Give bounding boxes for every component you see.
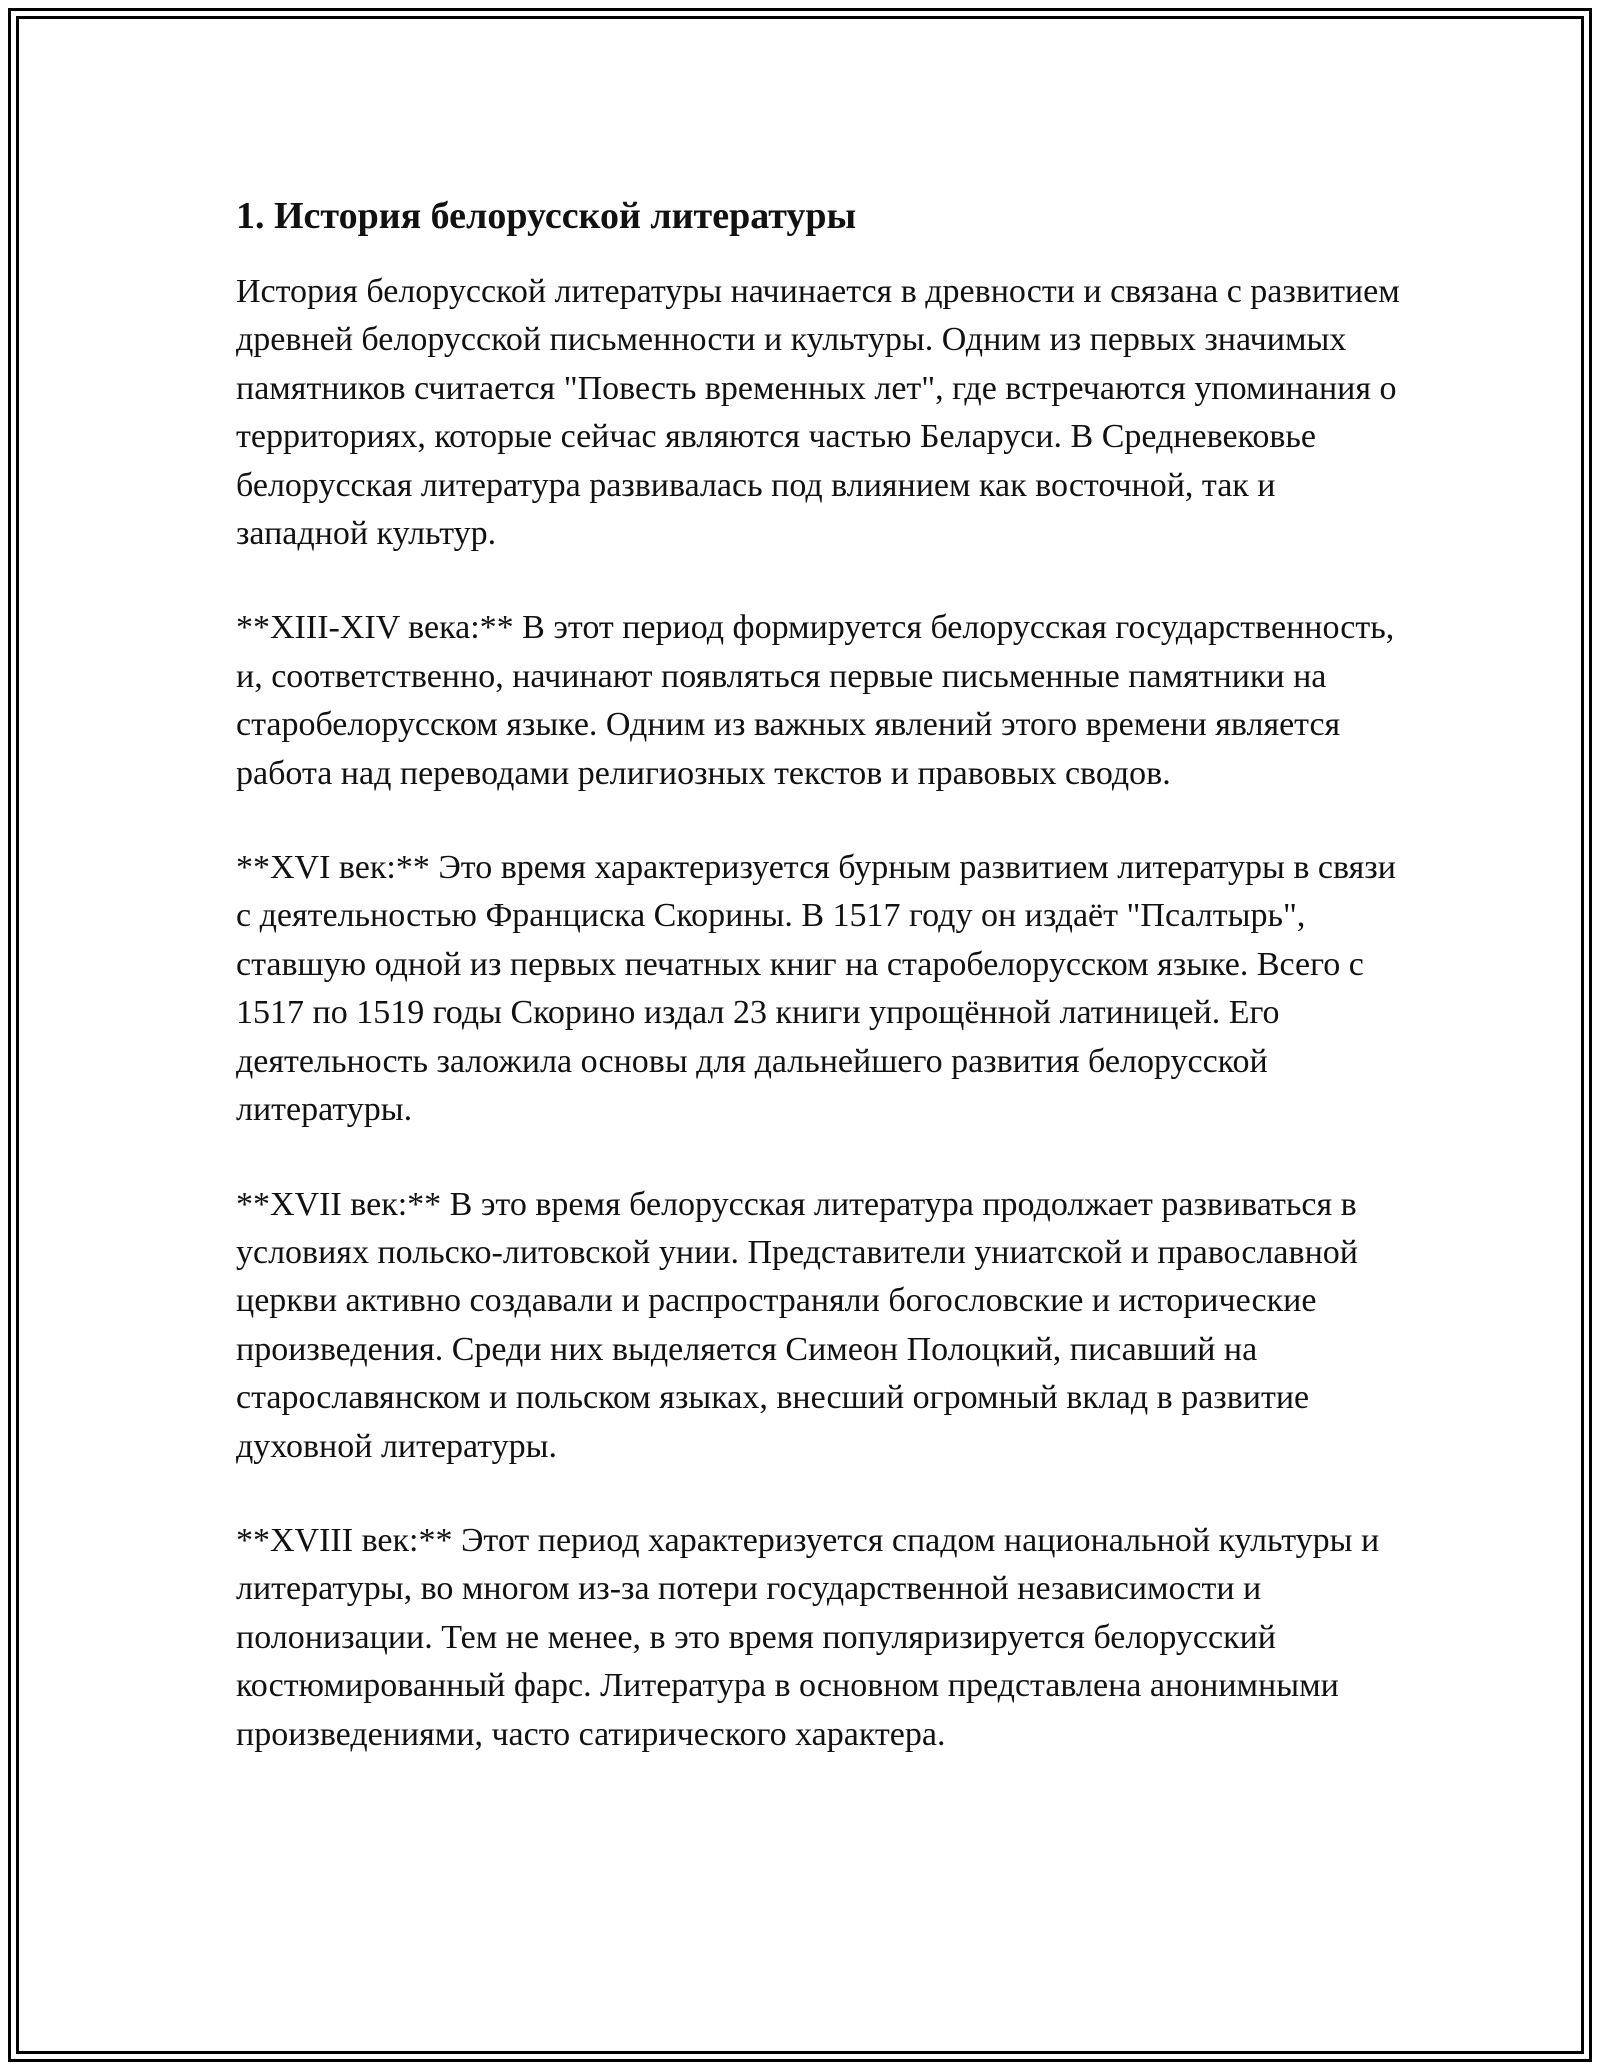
document-body <box>236 186 1416 1805</box>
paragraph-13-14-century: **XIII-XIV века:** В этот период формируется белорусская государственность, и, соответственно, начинают появляться первые письменные памятники на старобелорусском языке. Одним из важных явлений этого времени является работа над переводами религиозных текстов и правовых сводов. <box>236 609 1395 792</box>
paragraph-17-century: **XVII век:** В это время белорусская литература продолжает развиваться в условиях польско-литовской унии. Представители униатской и православной церкви активно создавали и распространяли богословские и исторические произведения. Среди них выделяется Симеон Полоцкий, писавший на старославянском и польском языках, внесший огромный вклад в развитие духовной литературы. <box>236 1185 1358 1465</box>
section-heading: 1. История белорусской литературы <box>236 195 857 237</box>
paragraph-16-century: **XVI век:** Это время характеризуется бурным развитием литературы в связи с деятельностью Франциска Скорины. В 1517 году он издаёт "Псалтырь", ставшую одной из первых печатных книг на старобелорусском языке. Всего с 1517 по 1519 годы Скорино издал 23 книги упрощённой латиницей. Его деятельность заложила основы для дальнейшего развития белорусской литературы. <box>236 849 1396 1129</box>
paragraph-18-century: **XVIII век:** Этот период характеризуется спадом национальной культуры и литературы, во многом из-за потери государственной независимости и полонизации. Тем не менее, в это время популяризируется белорусский костюмированный фарс. Литература в основном представлена анонимными произведениями, часто сатирического характера. <box>236 1521 1380 1753</box>
paragraph-intro: История белорусской литературы начинается в древности и связана с развитием древней белорусской письменности и культуры. Одним из первых значимых памятников считается "Повесть временных лет", где встречаются упоминания о территориях, которые сейчас являются частью Беларуси. В Средневековье белорусская литература развивалась под влиянием как восточной, так и западной культур. <box>236 273 1400 553</box>
